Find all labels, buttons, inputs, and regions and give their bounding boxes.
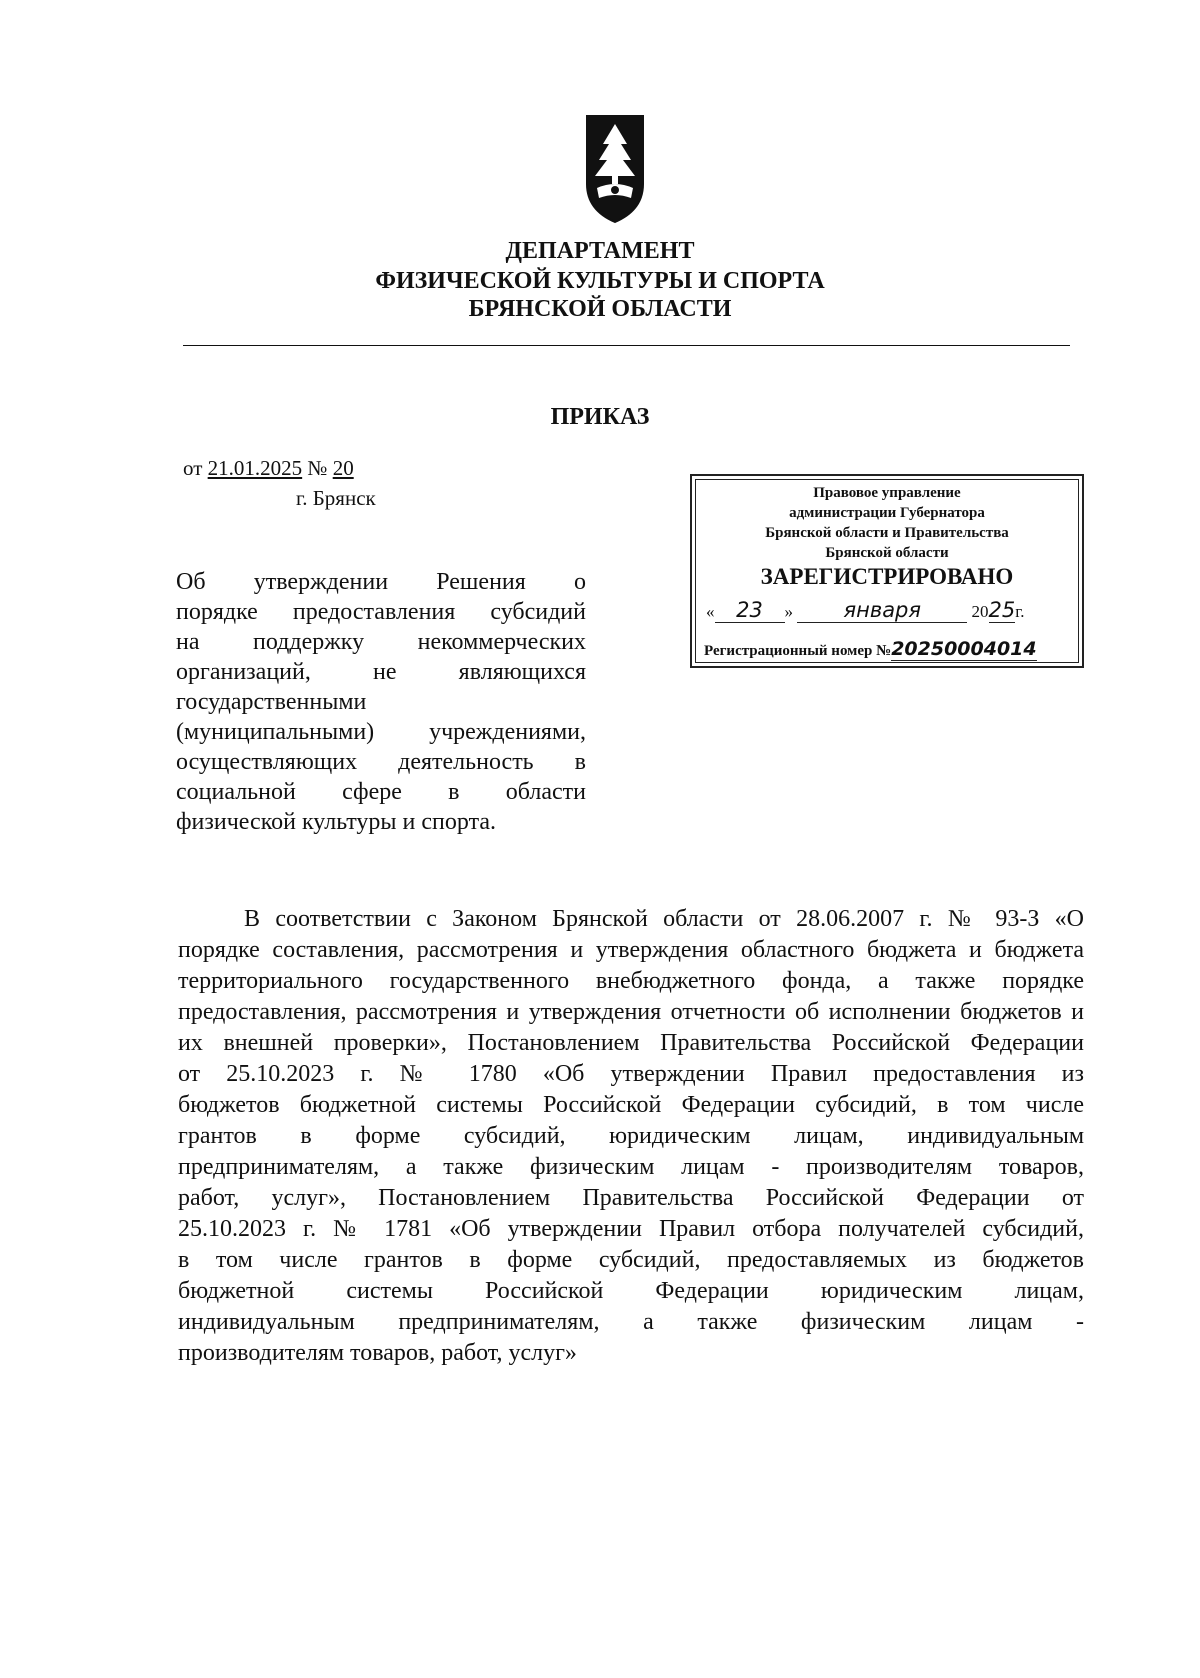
body-line: грантов в форме субсидий, юридическим лицам, индивидуальным	[178, 1123, 1084, 1149]
body-line: предпринимателям, а также физическим лицам - производителям товаров,	[178, 1154, 1084, 1180]
date-prefix: от	[183, 456, 208, 480]
stamp-year-prefix: 20	[971, 602, 989, 621]
body-line: территориального государственного внебюджетного фонда, а также порядке	[178, 968, 1084, 994]
org-name-line-2: ФИЗИЧЕСКОЙ КУЛЬТУРЫ И СПОРТА	[375, 268, 825, 294]
body-line: порядке составления, рассмотрения и утверждения областного бюджета и бюджета	[178, 937, 1084, 963]
body-line: производителям товаров, работ, услуг»	[178, 1340, 577, 1366]
stamp-line-1: Правовое управление	[813, 485, 961, 501]
stamp-line-2: администрации Губернатора	[789, 505, 985, 521]
subject-line: физической культуры и спорта.	[176, 809, 497, 835]
subject-line: порядке предоставления субсидий	[176, 599, 586, 625]
document-date: 21.01.2025	[207, 456, 303, 480]
body-line: В соответствии с Законом Брянской области от 28.06.2007 г. № 93-З «О	[244, 906, 1084, 932]
body-line: от 25.10.2023 г. № 1780 «Об утверждении Правил предоставления из	[178, 1061, 1084, 1087]
coat-of-arms-emblem	[583, 114, 647, 226]
body-line: их внешней проверки», Постановлением Правительства Российской Федерации	[178, 1030, 1084, 1056]
stamp-line-4: Брянской области	[825, 545, 949, 561]
stamp-month: января	[797, 598, 967, 623]
body-line: индивидуальным предпринимателям, а также физическим лицам -	[178, 1309, 1084, 1335]
stamp-registration-line	[704, 638, 1084, 660]
order-body-paragraph	[178, 904, 1084, 1369]
subject-line: социальной сфере в области	[176, 779, 586, 805]
body-line: предоставления, рассмотрения и утверждения отчетности об исполнении бюджетов и	[178, 999, 1084, 1025]
subject-line: Об утверждении Решения о	[176, 569, 586, 595]
body-line: 25.10.2023 г. № 1781 «Об утверждении Правил отбора получателей субсидий,	[178, 1216, 1084, 1242]
document-city: г. Брянск	[296, 486, 376, 510]
number-prefix: №	[302, 456, 333, 480]
stamp-reg-number: 20250004014	[891, 638, 1037, 660]
org-name-line-1: ДЕПАРТАМЕНТ	[505, 238, 695, 264]
document-type-title: ПРИКАЗ	[550, 404, 650, 430]
stamp-year-suffix: 25	[988, 598, 1016, 622]
subject-line: (муниципальными) учреждениями,	[176, 719, 586, 745]
stamp-reg-label: Регистрационный номер №	[704, 643, 892, 659]
stamp-date-line: « 23 » января 2025г.	[706, 598, 1025, 622]
body-line: бюджетной системы Российской Федерации юридическим лицам,	[178, 1278, 1084, 1304]
document-number: 20	[332, 456, 354, 480]
registration-stamp	[690, 474, 1084, 668]
stamp-status: ЗАРЕГИСТРИРОВАНО	[760, 564, 1014, 589]
subject-line: осуществляющих деятельность в	[176, 749, 586, 775]
body-line: бюджетов бюджетной системы Российской Федерации субсидий, в том числе	[178, 1092, 1084, 1118]
org-name-line-3: БРЯНСКОЙ ОБЛАСТИ	[468, 296, 732, 322]
stamp-day: 23	[715, 598, 785, 623]
subject-line: государственными	[176, 689, 367, 715]
order-subject	[176, 567, 586, 837]
subject-line: организаций, не являющихся	[176, 659, 586, 685]
stamp-year-end: г.	[1015, 602, 1025, 621]
header-divider	[183, 345, 1070, 346]
stamp-line-3: Брянской области и Правительства	[765, 525, 1009, 541]
body-line: работ, услуг», Постановлением Правительства Российской Федерации от	[178, 1185, 1084, 1211]
body-line: в том числе грантов в форме субсидий, предоставляемых из бюджетов	[178, 1247, 1084, 1273]
document-date-line	[183, 456, 354, 481]
subject-line: на поддержку некоммерческих	[176, 629, 586, 655]
